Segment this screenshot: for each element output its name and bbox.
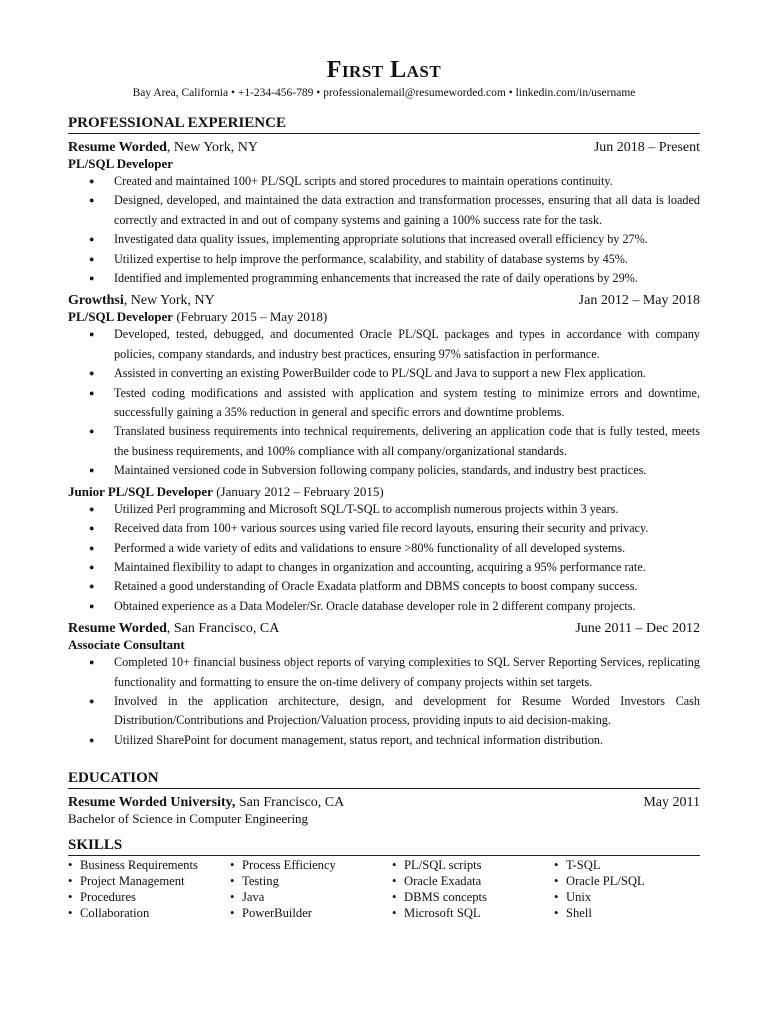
skill-item: • Procedures	[80, 889, 230, 905]
skill-item: • DBMS concepts	[404, 889, 554, 905]
candidate-name: First Last	[326, 57, 442, 83]
job-company: Resume Worded	[68, 621, 167, 637]
job-company-line	[68, 139, 258, 156]
skills-column	[392, 857, 554, 921]
job-company: Resume Worded	[68, 140, 167, 155]
skill-item: • Oracle Exadata	[404, 873, 554, 889]
skills-section-title: SKILLS	[68, 836, 700, 856]
job-bullet: ● Performed a wide variety of edits and validations to ensure >80% functionality of all developed systems.	[114, 539, 700, 558]
job-header-row	[68, 620, 700, 637]
job-bullet: ● Received data from 100+ various sources using varied file record layouts, ensuring their security and privacy.	[114, 519, 700, 538]
job-bullet: ● Translated business requirements into technical requirements, delivering an application code that is fully tested, meets the business requirements, and 100% compliance with all company/organizational standards.	[114, 422, 700, 461]
job-bullet-list	[68, 653, 700, 750]
job-role-title: PL/SQL Developer	[68, 309, 174, 325]
job-role-period: (February 2015 – May 2018)	[173, 309, 328, 325]
job-bullet: ● Assisted in converting an existing PowerBuilder code to PL/SQL and Java to support a new Flex application.	[114, 364, 700, 383]
education-school: Resume Worded University,	[68, 795, 236, 811]
job-bullet-list	[68, 172, 700, 288]
education-header-row	[68, 794, 700, 811]
job-entry	[68, 292, 700, 616]
job-role-title: Associate Consultant	[68, 637, 185, 653]
skill-item: • Oracle PL/SQL	[566, 873, 704, 889]
job-header-row	[68, 292, 700, 309]
experience-section-title: PROFESSIONAL EXPERIENCE	[68, 114, 700, 134]
job-bullet-list	[68, 500, 700, 616]
education-degree: Bachelor of Science in Computer Engineering	[68, 811, 309, 827]
job-role	[68, 637, 700, 653]
job-bullet: ● Tested coding modifications and assisted with application and system testing to minimize errors and downtime, successfully gaining a 35% reduction in general and specific errors and downtime problems.	[114, 384, 700, 423]
job-location: , New York, NY	[123, 293, 215, 309]
job-role	[68, 484, 700, 500]
contact-line: Bay Area, California • +1-234-456-789 • professionalemail@resumeworded.com • linkedin.com/in/username	[132, 87, 636, 99]
job-bullet: ● Utilized Perl programming and Microsoft SQL/T-SQL to accomplish numerous projects within 3 years.	[114, 500, 700, 519]
job-bullet: ● Created and maintained 100+ PL/SQL scripts and stored procedures to maintain operations continuity.	[114, 172, 700, 191]
skill-item: • Collaboration	[80, 905, 230, 921]
job-role	[68, 156, 700, 172]
skill-item: • Microsoft SQL	[404, 905, 554, 921]
education-location: San Francisco, CA	[235, 795, 345, 811]
job-bullet: ● Investigated data quality issues, implementing appropriate solutions that increased overall efficiency by 27%.	[114, 230, 700, 249]
job-bullet: ● Maintained versioned code in Subversion following company policies, standards, and industry best practices.	[114, 461, 700, 480]
education-entry	[68, 794, 700, 827]
job-bullet: ● Utilized expertise to help improve the performance, scalability, and stability of database systems by 45%.	[114, 250, 700, 269]
job-role-title: Junior PL/SQL Developer	[68, 483, 213, 499]
job-header-row	[68, 139, 700, 156]
job-bullet-list	[68, 325, 700, 480]
job-bullet: ● Designed, developed, and maintained the data extraction and transformation processes, ensuring that all data is loaded correctly and extracted in and out of company systems and gaining a 100% success rate for the task.	[114, 191, 700, 230]
job-company: Growthsi	[68, 293, 124, 309]
job-bullet: ● Utilized SharePoint for document management, status report, and technical information distribution.	[114, 731, 700, 750]
job-bullet: ● Completed 10+ financial business object reports of varying complexities to SQL Server Reporting Services, replicating functionality and formatting to ensure the on-time delivery of company projects within set targets.	[114, 653, 700, 692]
skills-column	[230, 857, 392, 921]
skill-item: • PowerBuilder	[242, 905, 392, 921]
job-bullet: ● Developed, tested, debugged, and documented Oracle PL/SQL packages and types in accordance with company policies, company standards, and industry best practices, ensuring 97% satisfaction in performance.	[114, 325, 700, 364]
skills-grid	[68, 857, 700, 921]
skill-item: • Testing	[242, 873, 392, 889]
skill-item: • T-SQL	[566, 857, 704, 873]
job-entry	[68, 620, 700, 750]
skills-column	[68, 857, 230, 921]
job-entry	[68, 139, 700, 288]
job-dates: Jan 2012 – May 2018	[578, 293, 700, 309]
skill-item: • Java	[242, 889, 392, 905]
skill-item: • Business Requirements	[80, 857, 230, 873]
education-section-title: EDUCATION	[68, 769, 700, 789]
job-company-line	[68, 620, 279, 637]
job-bullet: ● Identified and implemented programming enhancements that increased the rate of daily operations by 29%.	[114, 269, 700, 288]
job-role-title: PL/SQL Developer	[68, 156, 174, 171]
job-bullet: ● Involved in the application architecture, design, and development for Resume Worded Investors Cash Distribution/Contributions and Projection/Valuation process, providing inputs to aid decision-making.	[114, 692, 700, 731]
education-date: May 2011	[643, 795, 700, 811]
job-bullet: ● Obtained experience as a Data Modeler/Sr. Oracle database developer role in 2 different company projects.	[114, 597, 700, 616]
job-dates: Jun 2018 – Present	[593, 140, 700, 155]
skill-item: • Process Efficiency	[242, 857, 392, 873]
job-bullet: ● Maintained flexibility to adapt to changes in organization and accounting, acquiring a 95% performance rate.	[114, 558, 700, 577]
skill-item: • Shell	[566, 905, 704, 921]
experience-section	[68, 139, 700, 750]
skill-item: • Project Management	[80, 873, 230, 889]
skill-item: • PL/SQL scripts	[404, 857, 554, 873]
job-location: , New York, NY	[166, 140, 258, 155]
job-location: , San Francisco, CA	[166, 621, 280, 637]
job-company-line	[68, 292, 215, 309]
job-bullet: ● Retained a good understanding of Oracle Exadata platform and DBMS concepts to boost company success.	[114, 577, 700, 596]
job-role	[68, 309, 700, 325]
skill-item: • Unix	[566, 889, 704, 905]
skills-column	[554, 857, 704, 921]
education-school-line	[68, 794, 344, 811]
job-dates: June 2011 – Dec 2012	[575, 621, 700, 637]
job-role-period: (January 2012 – February 2015)	[212, 483, 384, 499]
